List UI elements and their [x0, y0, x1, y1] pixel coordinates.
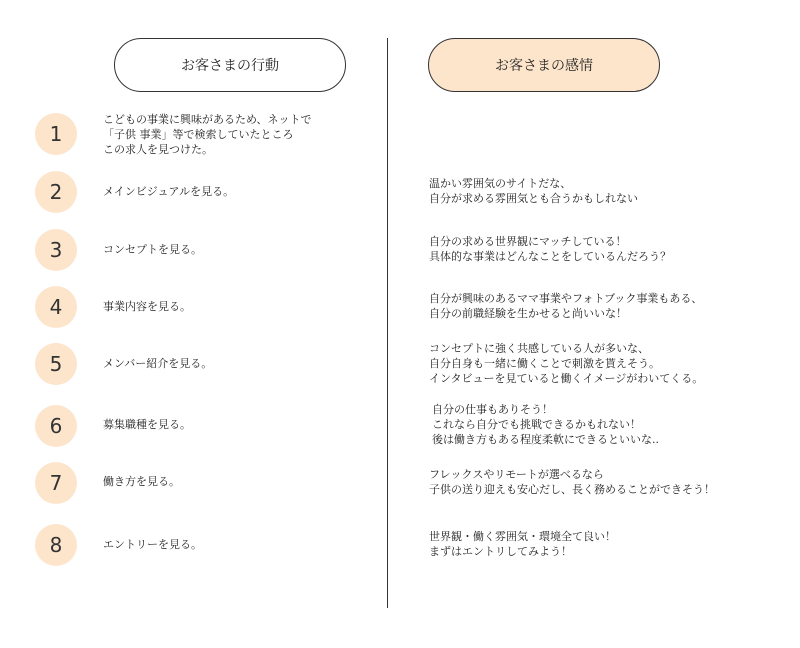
step-8-number: 8	[49, 533, 63, 557]
column-divider	[387, 38, 388, 608]
actions-header	[114, 38, 346, 92]
step-7-number: 7	[49, 471, 63, 495]
step-5-action: メンバー紹介を見る。	[103, 357, 213, 370]
step-3-number-badge	[35, 229, 77, 271]
step-6-number-badge	[35, 405, 77, 447]
step-7-number-badge	[35, 462, 77, 504]
step-8-action: エントリーを見る。	[103, 538, 202, 551]
step-5-feeling: コンセプトに強く共感している人が多いな、 自分自身も一緒に働くことで刺激を貰えそう。 インタビューを見ていると働くイメージがわいてくる。	[429, 342, 704, 385]
step-1-action: こどもの事業に興味があるため、ネットで 「子供 事業」等で検索していたところ この求人を見つけた。	[103, 113, 312, 156]
actions-header-label: お客さまの行動	[181, 58, 279, 74]
step-7-action: 働き方を見る。	[103, 475, 180, 488]
step-7-feeling: フレックスやリモートが選べるなら 子供の送り迎えも安心だし、長く務めることができそう！	[429, 468, 715, 496]
feelings-header-label: お客さまの感情	[495, 58, 593, 74]
step-2-number: 2	[49, 180, 63, 204]
step-5-number: 5	[49, 352, 63, 376]
step-3-feeling: 自分の求める世界観にマッチしている！ 具体的な事業はどんなことをしているんだろう？	[429, 235, 671, 263]
step-1-number-badge	[35, 113, 77, 155]
step-2-action: メインビジュアルを見る。	[103, 185, 235, 198]
step-4-number: 4	[49, 295, 63, 319]
step-2-feeling: 温かい雰囲気のサイトだな、 自分が求める雰囲気とも合うかもしれない	[429, 177, 638, 205]
step-6-number: 6	[49, 414, 63, 438]
step-8-number-badge	[35, 524, 77, 566]
step-4-number-badge	[35, 286, 77, 328]
step-2-number-badge	[35, 171, 77, 213]
step-6-feeling: 自分の仕事もありそう！ これなら自分でも挑戦できるかもれない！ 後は働き方もある程度柔軟にできるといいな..	[432, 403, 659, 446]
feelings-header	[428, 38, 660, 92]
step-3-number: 3	[49, 238, 63, 262]
step-5-number-badge	[35, 343, 77, 385]
step-8-feeling: 世界観・働く雰囲気・環境全て良い！ まずはエントリしてみよう！	[429, 530, 616, 558]
step-1-number: 1	[49, 122, 63, 146]
step-6-action: 募集職種を見る。	[103, 418, 191, 431]
step-3-action: コンセプトを見る。	[103, 243, 202, 256]
step-4-action: 事業内容を見る。	[103, 300, 191, 313]
step-4-feeling: 自分が興味のあるママ事業やフォトブック事業もある、 自分の前職経験を生かせると尚いいな！	[429, 292, 703, 320]
